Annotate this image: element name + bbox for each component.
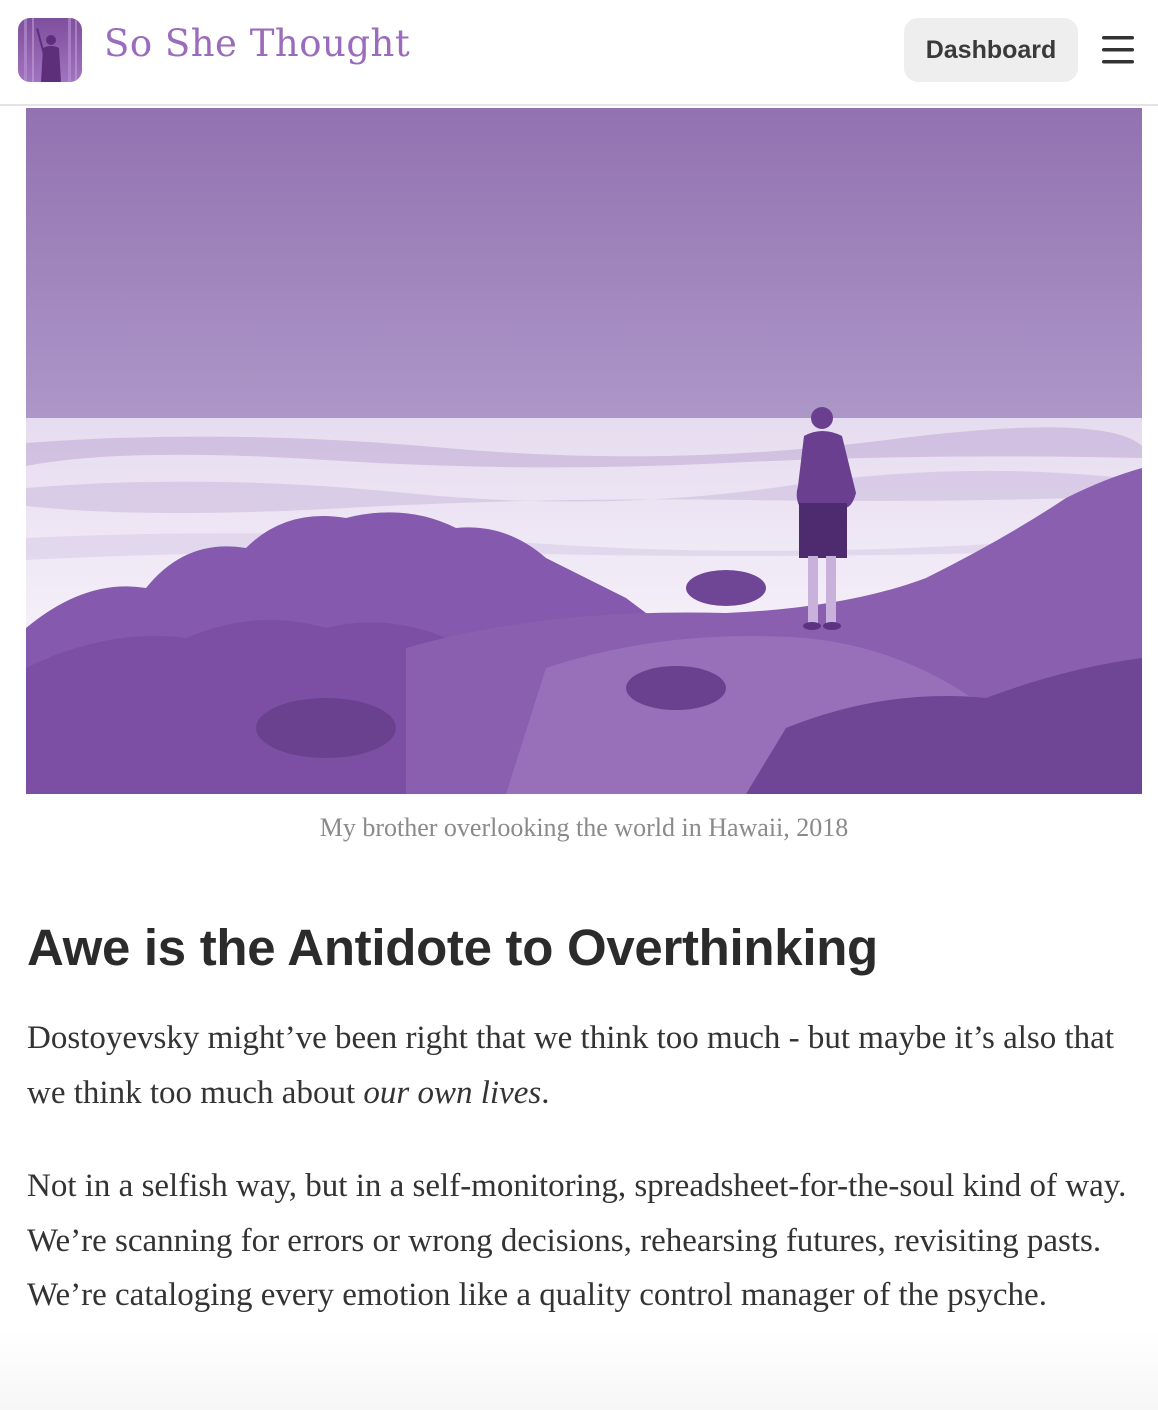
paragraph-text: Dostoyevsky might’ve been right that we think too much - but maybe it’s also that we think too much about — [27, 1020, 1114, 1111]
top-header — [0, 0, 1158, 106]
paragraph-end: . — [541, 1074, 550, 1111]
paragraph-emphasis: our own lives — [363, 1074, 542, 1111]
hero-photo — [26, 108, 1142, 794]
hamburger-menu-icon[interactable] — [1098, 30, 1138, 70]
article-paragraph-2: Not in a selfish way, but in a self-monitoring, spreadsheet-for-the-soul kind of way. We’re scanning for errors or wrong decisions, rehearsing futures, revisiting pasts. We’re cataloging every emotion like a quality control manager of the psyche. — [27, 1168, 1127, 1313]
dashboard-button[interactable]: Dashboard — [904, 18, 1078, 82]
article-paragraph-1 — [27, 1011, 1127, 1120]
site-title[interactable]: So She Thought — [104, 22, 411, 65]
site-logo-icon[interactable] — [18, 18, 82, 82]
article-title: Awe is the Antidote to Overthinking — [27, 919, 878, 976]
hero-caption: My brother overlooking the world in Hawaii, 2018 — [319, 813, 849, 842]
bottom-fade — [0, 1330, 1158, 1410]
